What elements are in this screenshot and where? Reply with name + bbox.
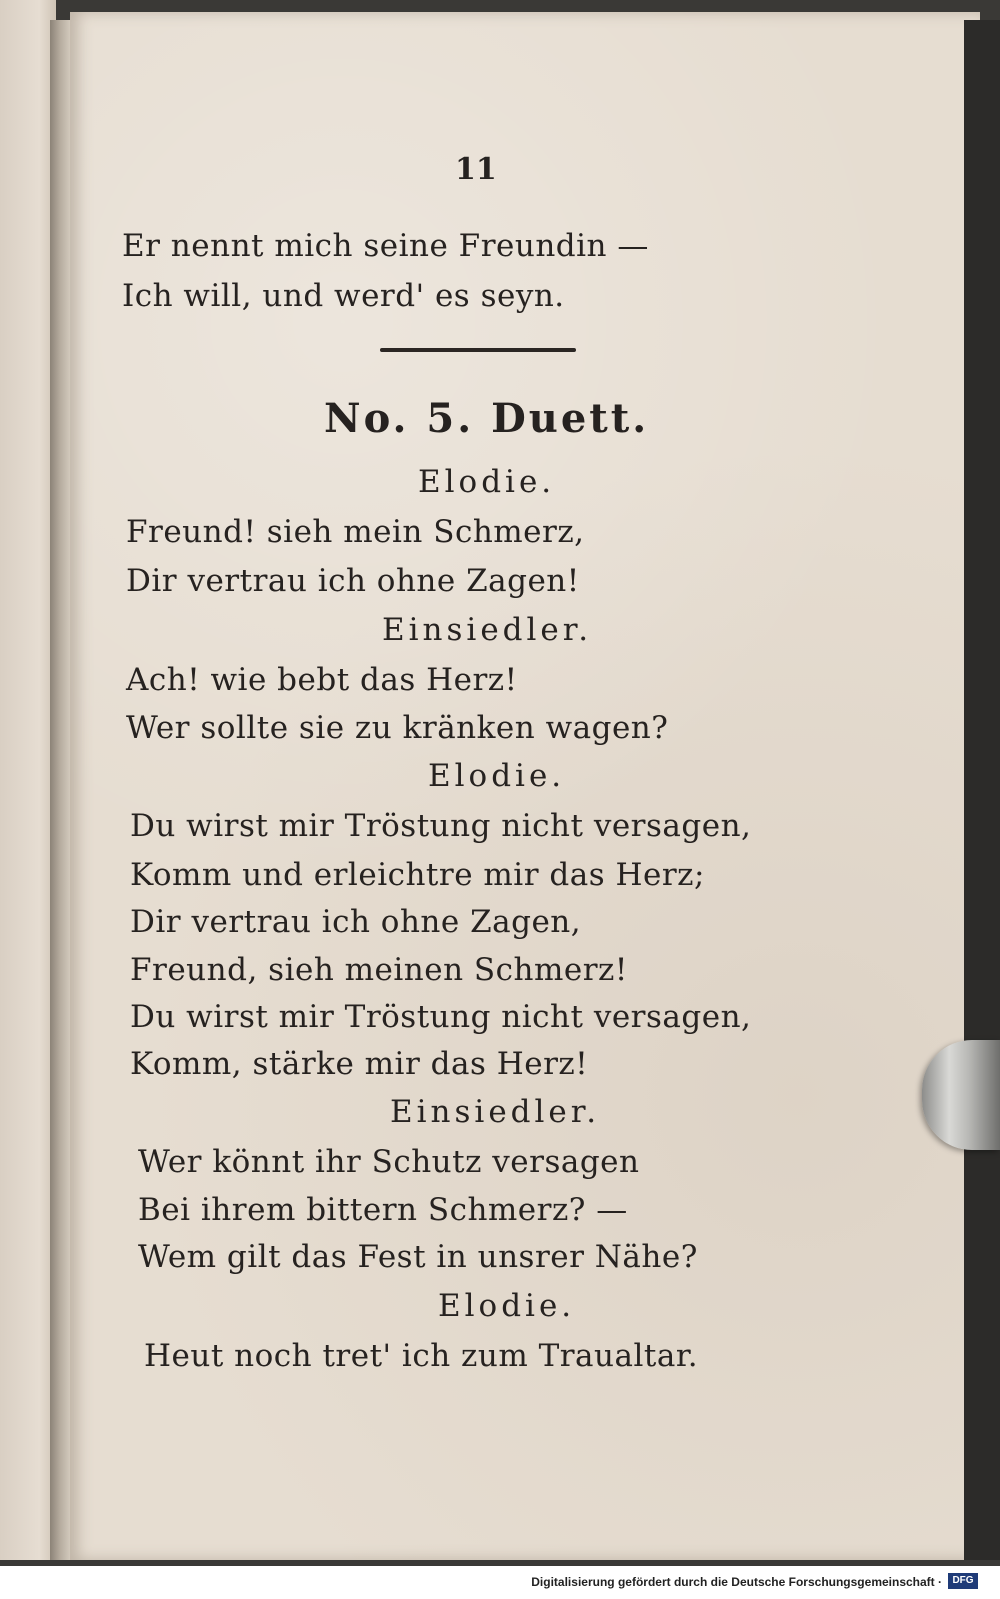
section-divider xyxy=(380,348,576,352)
verse-line: Heut noch tret' ich zum Traualtar. xyxy=(144,1338,699,1374)
section-heading: No. 5. Duett. xyxy=(324,395,650,442)
book-gutter xyxy=(50,20,72,1560)
speaker-name: Elodie. xyxy=(428,758,566,794)
page-right-edge xyxy=(964,20,1000,1560)
verse-line: Du wirst mir Tröstung nicht versagen, xyxy=(130,999,752,1035)
verse-line: Bei ihrem bittern Schmerz? — xyxy=(138,1192,628,1228)
verse-line: Ich will, und werd' es seyn. xyxy=(122,278,565,314)
page-number: 11 xyxy=(455,152,497,187)
verse-line: Dir vertrau ich ohne Zagen, xyxy=(130,904,582,940)
footer-credit: Digitalisierung gefördert durch die Deutsche Forschungsgemeinschaft · xyxy=(531,1575,942,1589)
verse-line: Ach! wie bebt das Herz! xyxy=(126,662,518,698)
verse-line: Wer sollte sie zu kränken wagen? xyxy=(126,710,669,746)
verse-line: Du wirst mir Tröstung nicht versagen, xyxy=(130,808,752,844)
verse-line: Freund, sieh meinen Schmerz! xyxy=(130,952,628,988)
verse-line: Wem gilt das Fest in unsrer Nähe? xyxy=(138,1239,698,1275)
speaker-name: Elodie. xyxy=(438,1288,576,1324)
verse-line: Komm, stärke mir das Herz! xyxy=(130,1046,589,1082)
verse-line: Dir vertrau ich ohne Zagen! xyxy=(126,563,580,599)
facing-page-edge xyxy=(0,0,56,1560)
verse-line: Komm und erleichtre mir das Herz; xyxy=(130,857,705,893)
verse-line: Wer könnt ihr Schutz versagen xyxy=(138,1144,640,1180)
verse-line: Er nennt mich seine Freundin — xyxy=(122,228,649,264)
speaker-name: Elodie. xyxy=(418,464,556,500)
speaker-name: Einsiedler. xyxy=(382,612,593,648)
speaker-name: Einsiedler. xyxy=(390,1094,601,1130)
dfg-logo: DFG xyxy=(948,1573,978,1589)
verse-line: Freund! sieh mein Schmerz, xyxy=(126,514,585,550)
